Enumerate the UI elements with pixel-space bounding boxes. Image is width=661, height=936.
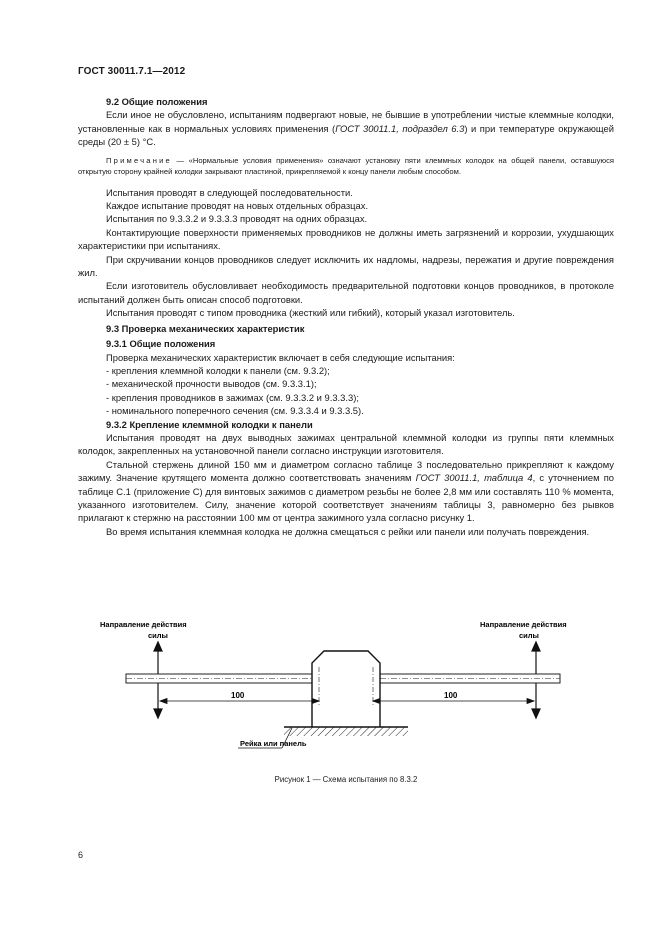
p2-text-a: Стальной стержень длиной 150 мм и диаметром согласно таблице 3 последовательно прикрепляют к каждому зажиму. Значение крутящего момента должно соответствовать значениям <box>78 458 614 484</box>
figure-caption: Рисунок 1 — Схема испытания по 8.3.2 <box>274 775 418 784</box>
right-steel-rod <box>380 674 560 683</box>
list-item: - крепления клеммной колодки к панели (см. 9.3.2); <box>106 364 330 376</box>
section-9-3-1-intro: Проверка механических характеристик включает в себя следующие испытания: <box>106 351 455 363</box>
section-9-3-2-paragraph-3: Во время испытания клеммная колодка не должна смещаться с рейки или панели или получать повреждения. <box>106 525 590 537</box>
document-header: ГОСТ 30011.7.1—2012 <box>78 66 186 77</box>
note-label: Примечание <box>106 155 172 165</box>
left-force-label-line1: Направление действия <box>100 620 187 629</box>
body-paragraph: Испытания проводят с типом проводника (жесткий или гибкий), который указал изготовитель. <box>106 307 515 319</box>
note-text: — «Нормальные условия применения» означают установку пяти клеммных колодок на общей панели, оставшуюся открытую сторону крайней колодки закрывают пластиной, прикрепляемой к концу панели любым способом. <box>78 155 614 176</box>
rail-label: Рейка или панель <box>240 739 307 748</box>
section-9-3-2-heading: 9.3.2 Крепление клеммной колодки к панели <box>106 418 313 430</box>
section-9-2-paragraph-1 <box>78 108 614 148</box>
body-paragraph: Контактирующие поверхности применяемых проводников не должны иметь загрязнений и коррозии, ухудшающих характеристики при испытаниях. <box>78 226 614 252</box>
section-9-3-heading: 9.3 Проверка механических характеристик <box>106 322 305 334</box>
p1-reference: ГОСТ 30011.1, подраздел 6.3 <box>335 122 465 134</box>
section-9-3-1-heading: 9.3.1 Общие положения <box>106 338 216 350</box>
section-9-3-2-paragraph-1: Испытания проводят на двух выводных зажимах центральной клеммной колодки из группы пяти клеммных колодок, закрепленных на установочной панели согласно инструкции изготовителя. <box>78 431 614 457</box>
list-item: - номинального поперечного сечения (см. 9.3.3.4 и 9.3.3.5). <box>106 405 364 417</box>
terminal-block <box>312 651 380 727</box>
note-paragraph <box>78 155 614 177</box>
list-item: - механической прочности выводов (см. 9.3.3.1); <box>106 378 317 390</box>
p2-reference: ГОСТ 30011.1, таблица 4 <box>415 472 533 484</box>
section-9-3-2-paragraph-2 <box>78 458 614 525</box>
mounting-rail <box>284 727 408 736</box>
right-force-label-line2: силы <box>519 631 539 640</box>
test-scheme-figure <box>78 615 618 775</box>
p2-text-b: , с уточнением по таблице С.1 (приложение С) для винтовых зажимов с диаметром резьбы не более 2,8 мм или составлять 110 % момента, указанного изготовителем. Силу, значение которой соответствует значениям таблицы 3, равномерно без рывков прилагают к стержню на расстоянии 100 мм от центра зажимного узла согласно рисунку 1. <box>78 472 614 524</box>
p1-text-b: ) и при температуре окружающей среды (20 ± 5) °С. <box>78 122 614 148</box>
body-paragraph: Каждое испытание проводят на новых отдельных образцах. <box>106 200 369 212</box>
section-9-2-heading: 9.2 Общие положения <box>106 96 208 107</box>
body-paragraph: При скручивании концов проводников следует исключить их надломы, надрезы, пережатия и другие повреждения жил. <box>78 253 614 279</box>
right-dimension-label: 100 <box>444 691 458 700</box>
body-paragraph: Испытания по 9.3.3.2 и 9.3.3.3 проводят на одних образцах. <box>106 213 368 225</box>
p1-text-a: Если иное не обусловлено, испытаниям подвергают новые, не бывшие в употреблении чистые клеммные колодки, установленные как в нормальных условиях применения ( <box>78 109 614 134</box>
body-paragraph: Испытания проводят в следующей последовательности. <box>106 186 353 198</box>
document-body <box>78 95 614 538</box>
body-paragraph: Если изготовитель обусловливает необходимость предварительной подготовки концов проводников, в протоколе испытаний должен быть описан способ подготовки. <box>78 280 614 305</box>
list-item: - крепления проводников в зажимах (см. 9.3.3.2 и 9.3.3.3); <box>106 391 359 403</box>
left-force-label-line2: силы <box>148 631 168 640</box>
left-dimension-label: 100 <box>231 691 245 700</box>
right-force-label-line1: Направление действия <box>480 620 567 629</box>
page-number: 6 <box>78 850 84 860</box>
left-steel-rod <box>126 674 312 683</box>
